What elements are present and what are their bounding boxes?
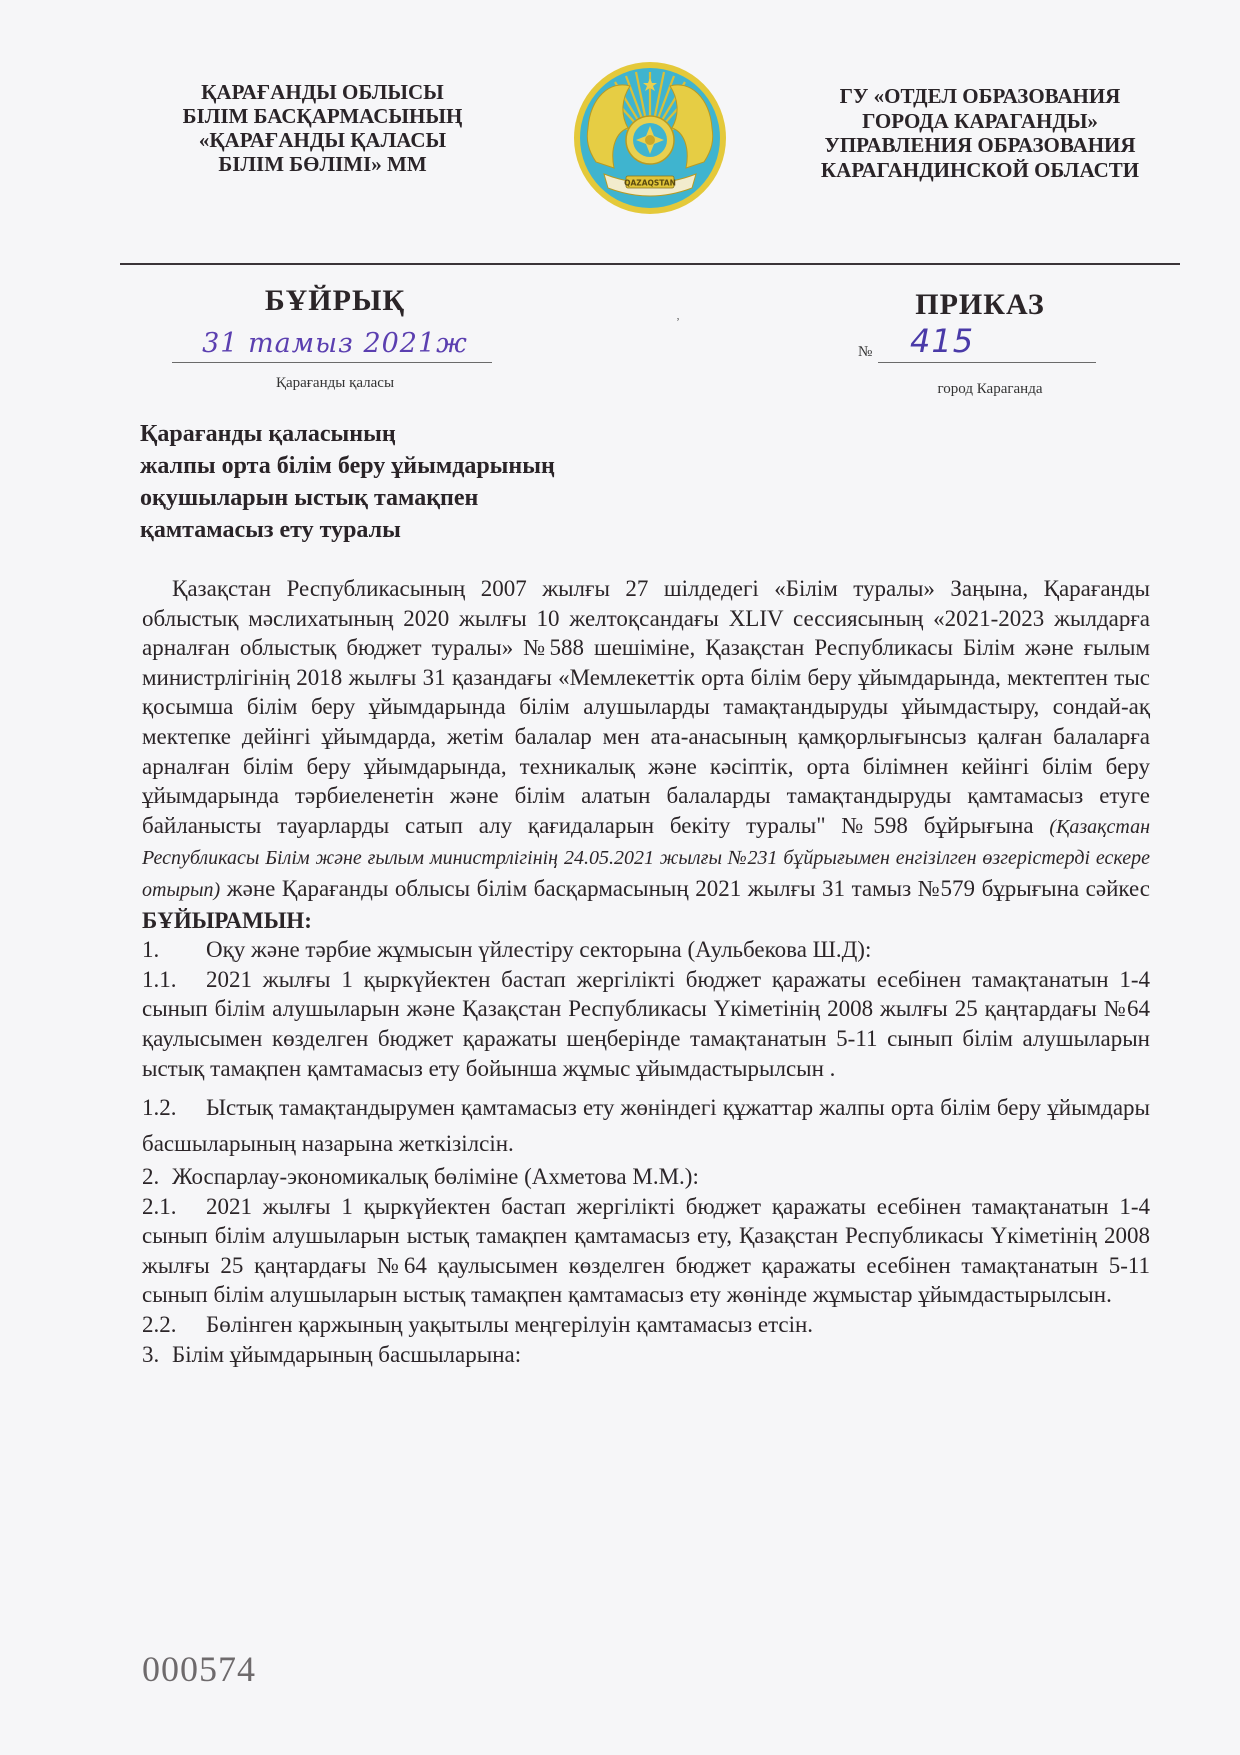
item-number: 2. <box>142 1164 160 1190</box>
item-text: 2021 жылғы 1 қыркүйектен бастап жергілікті бюджет қаражаты есебінен тамақтанатын 1-4 сынып білім алушыларын және Қазақстан Республикасы Үкіметінің 2008 жылғы 25 қаңтардағы №64 қаулысымен көзделген бюджет қаражаты шеңберінде тамақтанатын 5-11 сынып білім алушыларын ыстық тамақпен қамтамасыз ету бойынша жұмыс ұйымдастырылсын . <box>142 966 1150 1081</box>
preamble-italic-note: (Қазақстан Республикасы Білім және ғылым министрлігінің 24.05.2021 жылғы №231 бұйрығымен енгізілген өзгерістерді ескере отырып) <box>142 815 1150 901</box>
order-item <box>142 1090 1150 1162</box>
item-number: 1.1. <box>142 966 177 992</box>
item-number: 2.1. <box>142 1193 177 1219</box>
svg-text:QAZAQSTAN: QAZAQSTAN <box>624 178 676 188</box>
header-right-org-ru <box>790 84 1170 182</box>
order-item <box>142 935 1150 965</box>
item-number: 1.2. <box>142 1095 177 1121</box>
order-directive: БҰЙЫРАМЫН: <box>142 907 312 933</box>
order-body <box>142 574 1150 1369</box>
item-text: Білім ұйымдарының басшыларына: <box>172 1341 522 1367</box>
header-left-line: БІЛІМ БАСҚАРМАСЫНЫҢ <box>182 104 463 128</box>
order-item <box>142 1192 1150 1310</box>
kazakhstan-emblem-icon <box>570 58 730 218</box>
item-text: Бөлінген қаржының уақытылы меңгерілуін қамтамасыз етсін. <box>206 1312 814 1338</box>
item-text: Жоспарлау-экономикалық бөліміне (Ахметова М.М.): <box>172 1164 699 1190</box>
header-right-line: ГОРОДА КАРАГАНДЫ» <box>862 108 1098 133</box>
order-subject <box>140 418 740 546</box>
city-ru: город Караганда <box>937 381 1043 397</box>
subject-line: қамтамасыз ету туралы <box>140 517 401 543</box>
item-number: 3. <box>142 1341 160 1367</box>
subject-line: жалпы орта білім беру ұйымдарының <box>140 453 555 479</box>
header-left-line: «ҚАРАҒАНДЫ ҚАЛАСЫ <box>198 128 447 152</box>
order-date-handwritten: 31 тамыз 2021ж <box>202 328 468 359</box>
subject-line: оқушыларын ыстық тамақпен <box>140 485 479 511</box>
item-text: Оқу және тәрбие жұмысын үйлестіру секторына (Аульбекова Ш.Д): <box>206 937 872 963</box>
subject-line: Қарағанды қаласының <box>140 421 396 447</box>
order-number-handwritten: 415 <box>910 322 975 360</box>
header-left-line: БІЛІМ БӨЛІМІ» ММ <box>218 152 427 176</box>
header-divider <box>120 263 1180 265</box>
order-title-kz: БҰЙРЫҚ <box>264 284 406 317</box>
preamble-paragraph <box>142 574 1150 935</box>
order-item <box>142 1310 1150 1340</box>
order-item <box>142 965 1150 1083</box>
item-number: 2.2. <box>142 1312 177 1338</box>
number-underline <box>878 362 1096 363</box>
item-text: Ыстық тамақтандырумен қамтамасыз ету жөніндегі құжаттар жалпы орта білім беру ұйымдары басшыларының назарына жеткізілсін. <box>142 1095 1150 1157</box>
preamble-text-end: және Қарағанды облысы білім басқармасының 2021 жылғы 31 тамыз №579 бұрығына сәйкес <box>220 875 1150 901</box>
date-underline <box>172 362 492 363</box>
order-item <box>142 1162 1150 1192</box>
preamble-text: Қазақстан Республикасының 2007 жылғы 27 шілдедегі «Білім туралы» Заңына, Қарағанды облыстық мәслихатының 2020 жылғы 10 желтоқсандағы XLIV сессиясының «2021-2023 жылдарға арналған облыстық бюджет туралы» №588 шешіміне, Қазақстан Республикасы Білім және ғылым министрлігінің 2018 жылғы 31 қазандағы «Мемлекеттік орта білім беру ұйымдарында, мектептен тыс қосымша білім беру ұйымдарында білім алушыларды тамақтандыруды ұйымдастыру, сондай-ақ мектепке дейінгі ұйымдарда, жетім балалар мен ата-анасының қамқорлығынсыз қалған балаларға арналған білім беру ұйымдарында, техникалық және кәсіптік, орта білімнен кейінгі білім беру ұйымдарында тәрбиеленетін және білім алатын балаларды тамақтандыруды қамтамасыз етуге байланысты тауарларды сатып алу қағидаларын бекіту туралы" №598 бұйрығына <box>142 576 1150 838</box>
header-right-line: ГУ «ОТДЕЛ ОБРАЗОВАНИЯ <box>839 84 1121 108</box>
order-item <box>142 1340 1150 1370</box>
header-left-line: ҚАРАҒАНДЫ ОБЛЫСЫ <box>201 80 444 104</box>
header-left-org-kz <box>150 80 495 176</box>
scan-mark: ‚ <box>676 308 680 322</box>
item-number: 1. <box>142 937 160 963</box>
number-sign: № <box>858 344 873 360</box>
order-title-ru: ПРИКАЗ <box>915 288 1045 321</box>
document-serial-number: 000574 <box>142 1649 256 1689</box>
header-right-line: УПРАВЛЕНИЯ ОБРАЗОВАНИЯ <box>824 133 1136 157</box>
header-right-line: КАРАГАНДИНСКОЙ ОБЛАСТИ <box>820 157 1140 182</box>
city-kz: Қарағанды қаласы <box>275 375 395 391</box>
item-text: 2021 жылғы 1 қыркүйектен бастап жергілікті бюджет қаражаты есебінен тамақтанатын 1-4 сынып білім алушыларын ыстық тамақпен қамтамасыз ету, Қазақстан Республикасы Үкіметінің 2008 жылғы 25 қаңтардағы №64 қаулысымен көзделген бюджет қаражаты есебінен тамақтанатын 5-11 сынып білім алушыларын ыстық тамақпен қамтамасыз ету жөнінде жұмыстар ұйымдастырылсын. <box>142 1193 1150 1308</box>
